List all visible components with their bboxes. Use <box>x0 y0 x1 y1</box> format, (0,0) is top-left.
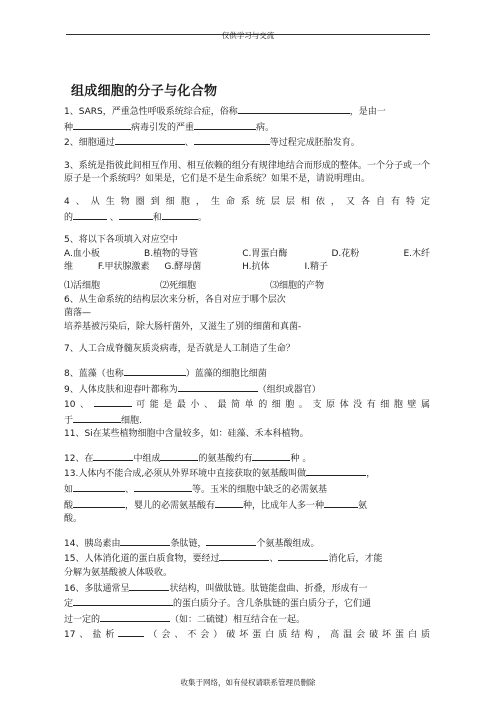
question-12: 12、在 中组成 的氨基酸约有 种 。 <box>64 451 430 467</box>
question-13-cont: 如 、 等。玉米的细胞中缺乏的必需氨基 <box>64 482 430 498</box>
answer-blank[interactable] <box>162 210 198 220</box>
page-header <box>66 14 430 40</box>
answer-blank[interactable] <box>129 581 169 591</box>
question-3: 3、系统是指彼此间相互作用、相互依赖的组分有规律地结合而形成的整体。一个分子或一个原子是一个系统吗？如果是，它们是不是生命系统？如果不是，请说明理由。 <box>64 160 430 185</box>
question-16: 16、多肽通常呈 状结构，叫做肽链。肽链能盘曲、折叠，形成有一 <box>64 581 430 597</box>
answer-blank[interactable] <box>73 498 125 508</box>
question-6-line-2: 菌落— <box>64 308 92 319</box>
question-16-cont-2: 过一定的 （如：二硫键）相互结合在一起。 <box>64 612 430 628</box>
answer-blank[interactable] <box>215 498 243 508</box>
question-9: 9、人体皮肤和迎春叶都称为 （组织或器官） <box>64 382 430 398</box>
question-2: 2、细胞通过 、 等过程完成胚胎发育。 <box>64 135 430 151</box>
page-title: 组成细胞的分子与化合物 <box>71 84 218 99</box>
question-4: 4、从生物圈到细胞，生命系统层层相依，又各自有特定 <box>64 196 430 207</box>
answer-blank[interactable] <box>73 413 121 423</box>
answer-blank[interactable] <box>194 135 270 145</box>
question-14: 14、胰岛素由 条肽链， 个氨基酸组成。 <box>64 536 430 552</box>
question-6: 6、从生命系统的结构层次来分析，各自对应于哪个层次 <box>64 294 286 305</box>
answer-blank[interactable] <box>73 210 107 220</box>
question-10: 10、 可能是最小、最简单的细胞。支原体没有细胞壁属 <box>64 397 430 413</box>
answer-blank[interactable] <box>73 596 173 606</box>
question-7: 7、人工合成脊髓灰质炎病毒，是否就是人工制造了生命？ <box>64 344 295 355</box>
answer-blank[interactable] <box>206 536 256 546</box>
question-5: 5、将以下各项填入对应空中 <box>64 235 178 246</box>
answer-blank[interactable] <box>73 120 131 130</box>
answer-blank[interactable] <box>115 135 185 145</box>
answer-blank[interactable] <box>100 612 170 622</box>
question-11: 11、Si在某些植物细胞中含量较多，如：硅藻、禾本科植物。 <box>64 429 309 440</box>
answer-blank[interactable] <box>178 382 258 392</box>
answer-blank[interactable] <box>278 551 328 561</box>
question-1-cont: 种 病毒引发的严重 病。 <box>64 120 430 136</box>
page-footer: 收集于网络，如有侵权请联系管理员删除 <box>180 678 316 687</box>
question-4-cont: 的 、 和 。 <box>64 210 430 226</box>
question-16-cont: 定 的蛋白质分子。含几条肽链的蛋白质分子，它们通 <box>64 596 430 612</box>
answer-blank[interactable] <box>124 366 186 376</box>
answer-blank[interactable] <box>118 627 144 637</box>
answer-blank[interactable] <box>306 466 366 476</box>
answer-blank[interactable] <box>120 536 170 546</box>
question-13-cont-2: 酸 ，婴儿的必需氨基酸有 种，比成年人多一种 氨 <box>64 498 430 514</box>
answer-blank[interactable] <box>93 451 133 461</box>
answer-blank[interactable] <box>134 482 192 492</box>
answer-blank[interactable] <box>252 451 290 461</box>
answer-blank[interactable] <box>160 451 198 461</box>
question-15-cont: 分解为氨基酸被人体吸收。 <box>64 568 173 579</box>
question-8: 8、蓝藻（也称 ）蓝藻的细胞比细菌 <box>64 366 430 382</box>
question-10-cont: 于 细胞. <box>64 413 430 429</box>
question-1: 1、SARS，严重急性呼吸系统综合症，俗称 ，是由一 <box>64 104 430 120</box>
answer-blank[interactable] <box>238 104 350 114</box>
option-row-1: A.血小板 B.植物的导管 C.胃蛋白酶 D.花粉 E.木纤 <box>64 248 430 259</box>
question-list <box>64 104 430 643</box>
option-row-2: 维 F.甲状腺激素 G.酵母菌 H.抗体 I.精子 <box>64 262 328 273</box>
question-6-line-3: 培养基被污染后，除大肠杆菌外，又滋生了别的细菌和真菌- <box>64 321 302 332</box>
question-13: 13.人体内不能合成,必须从外界环境中直接获取的氨基酸叫做 ， <box>64 466 430 482</box>
answer-blank[interactable] <box>324 498 358 508</box>
question-17: 17、盐析 （会、不会）破坏蛋白质结构，高温会破坏蛋白质 <box>64 627 430 643</box>
answer-blank[interactable] <box>194 120 256 130</box>
answer-blank[interactable] <box>94 397 132 407</box>
header-text: 仅供学习与交流 <box>221 31 275 40</box>
answer-blank[interactable] <box>73 482 125 492</box>
answer-blank[interactable] <box>119 210 153 220</box>
answer-blank[interactable] <box>219 551 269 561</box>
question-15: 15、人体消化道的蛋白质食物，要经过 、 消化后，才能 <box>64 551 430 567</box>
category-row: ⑴活细胞 ⑵死细胞 ⑶细胞的产物 <box>64 280 325 291</box>
question-13-cont-3: 酸。 <box>64 514 83 525</box>
